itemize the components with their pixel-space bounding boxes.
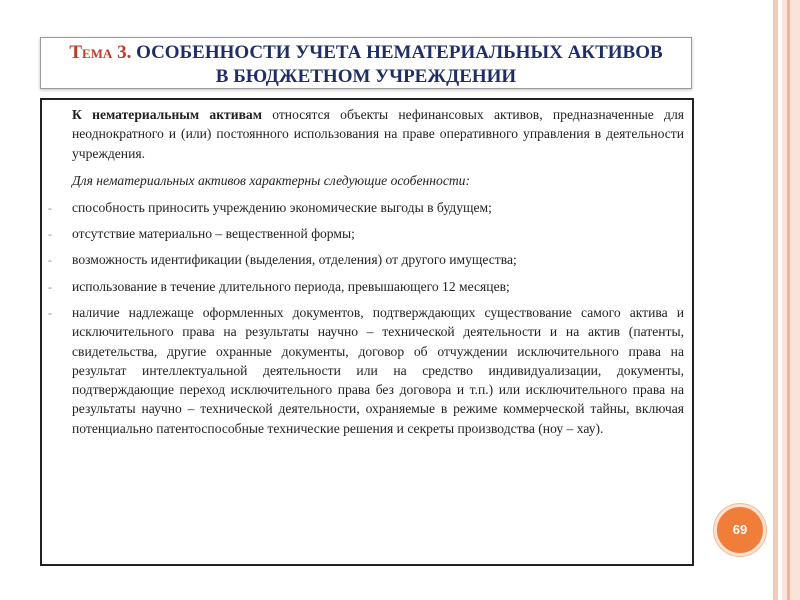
decor-stripe bbox=[782, 0, 800, 600]
dash-icon: - bbox=[48, 201, 52, 215]
topic-label: Тема 3. bbox=[69, 42, 132, 63]
intro-paragraph bbox=[72, 105, 684, 163]
title-line-1: ОСОБЕННОСТИ УЧЕТА НЕМАТЕРИАЛЬНЫХ АКТИВОВ bbox=[136, 42, 663, 63]
dash-icon: - bbox=[48, 253, 52, 267]
page-number-badge: 69 bbox=[714, 504, 766, 556]
list-item: использование в течение длительного периода, превышающего 12 месяцев; bbox=[72, 279, 510, 294]
decor-stripe bbox=[787, 0, 790, 600]
list-item: отсутствие материально – вещественной формы; bbox=[72, 226, 355, 241]
intro-text: относятся объекты нефинансовых активов, предназначенные для неоднократного и (или) постоянного использования на праве оперативного управления в деятельности учреждения. bbox=[72, 107, 684, 161]
list-item: наличие надлежаще оформленных документов, подтверждающих существование самого актива и исключительного права на результаты научно – технической деятельности и на актив (патенты, свидетельства, другие охранные документы, договор об отчуждении исключительного права на результат интеллектуальной деятельности или на средство индивидуализации, документы, подтверждающие переход исключительного права без договора и т.п.) или исключительного права на результаты научно – технической деятельности, охраняемые в режиме коммерческой тайны, включая потенциально патентоспособные технические решения и секреты производства (ноу – хау). bbox=[72, 305, 684, 436]
list-item: возможность идентификации (выделения, отделения) от другого имущества; bbox=[72, 252, 517, 267]
slide-title bbox=[40, 37, 692, 89]
dash-icon: - bbox=[48, 227, 52, 241]
dash-icon: - bbox=[48, 306, 52, 320]
decor-stripe bbox=[773, 0, 778, 600]
list-item: способность приносить учреждению экономические выгоды в будущем; bbox=[72, 200, 492, 215]
features-intro: Для нематериальных активов характерны следующие особенности: bbox=[72, 173, 471, 188]
title-line-2: В БЮДЖЕТНОМ УЧРЕЖДЕНИИ bbox=[215, 66, 517, 87]
intro-term: К нематериальным активам bbox=[72, 107, 262, 122]
content-box bbox=[40, 98, 694, 566]
dash-icon: - bbox=[48, 280, 52, 294]
